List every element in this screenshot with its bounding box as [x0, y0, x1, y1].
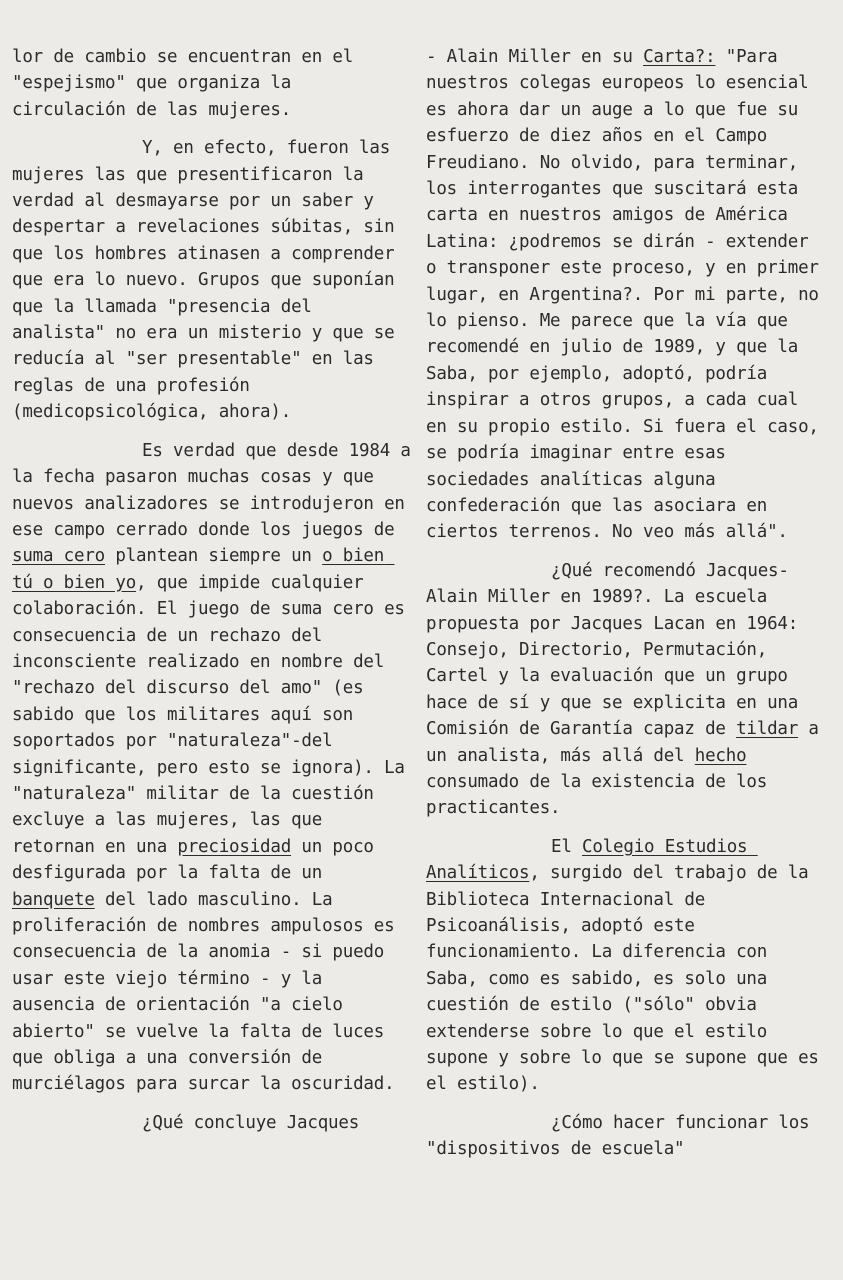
right-paragraph-2: [426, 558, 828, 822]
left-column: [12, 44, 422, 1148]
text-run: plantean siempre un: [105, 546, 323, 567]
underlined-phrase: o bien tú o bien yo: [12, 546, 395, 593]
right-paragraph-3: [426, 834, 828, 1098]
left-paragraph-3: [12, 438, 422, 1098]
underlined-phrase: Colegio Estudios Analíticos: [426, 836, 758, 884]
underlined-phrase: preciosidad: [177, 836, 292, 857]
text-run: El: [551, 836, 583, 857]
left-paragraph-2: Y, en efecto, fueron las mujeres las que presentificaron la verdad al desmayarse por un saber y despertar a revelaciones súbitas, sin que los hombres atinasen a comprender que era lo nuevo. Grupos que suponían que la llamada "presencia del analista" no era un misterio y que se reducía al "ser presentable" en las reglas de una profesión (medicopsicológica, ahora).: [12, 138, 405, 423]
text-run: , que impide cualquier colaboración. El juego de suma cero es consecuencia de un rechazo del inconsciente realizado en nombre del "rechazo del discurso del amo" (es sabido que los militares aquí son soportados por "naturaleza"-del significante, pero esto se ignora). La "naturaleza" militar de la cuestión excluye a las mujeres, las que retornan en una: [12, 572, 416, 857]
underlined-phrase: Carta?:: [643, 47, 716, 67]
text-run: un poco desfigurada por la falta de un: [12, 836, 385, 884]
underlined-phrase: tildar: [736, 719, 799, 740]
text-run: , surgido del trabajo de la Biblioteca Internacional de Psicoanálisis, adoptó este funcionamiento. La diferencia con Saba, como es sabido, es solo una cuestión de estilo ("sólo" obvia extenderse sobre lo que el estilo supone y sobre lo que se supone que es el estilo).: [426, 863, 830, 1095]
right-paragraph-4: ¿Cómo hacer funcionar los "dispositivos de escuela": [426, 1112, 820, 1160]
underlined-phrase: banquete: [12, 889, 95, 910]
right-column: [426, 44, 828, 1175]
text-run: del lado masculino. La proliferación de nombres ampulosos es consecuencia de la anomia - si puedo usar este viejo término - y la ausencia de orientación "a cielo abierto" se vuelve la falta de luces que obliga a una conversión de murciélagos para surcar la oscuridad.: [12, 889, 405, 1095]
text-run: a un analista, más allá del: [426, 719, 830, 766]
underlined-phrase: hecho: [694, 745, 747, 766]
text-run: ¿Qué recomendó Jacques-Alain Miller en 1989?. La escuela propuesta por Jacques Lacan en 1964: Consejo, Directorio, Permutación, Cartel y la evaluación que un grupo hace de sí y que se explicita en una Comisión de Garantía capaz de: [426, 560, 809, 740]
right-paragraph-1: [426, 44, 828, 546]
left-paragraph-4: ¿Qué concluye Jacques: [142, 1112, 360, 1133]
text-run: consumado de la existencia de los practicantes.: [426, 745, 778, 819]
text-run: "Para nuestros colegas europeos lo esencial es ahora dar un auge a lo que fue su esfuerzo de diez años en el Campo Freudiano. No olvido, para terminar, los interrogantes que suscitará esta carta en nuestros amigos de América Latina: ¿podremos se dirán - extender o transponer este proceso, y en primer lugar, en Argentina?. Por mi parte, no lo pienso. Me parece que la vía que recomendé en julio de 1989, y que la Saba, por ejemplo, adoptó, podría inspirar a otros grupos, a cada cual en su propio estilo. Si fuera el caso, se podría imaginar entre esas sociedades analíticas alguna confederación que las asociara en ciertos terrenos. No veo más allá".: [426, 47, 830, 543]
left-paragraph-1: lor de cambio se encuentran en el "espejismo" que organiza la circulación de las mujeres.: [12, 47, 364, 120]
text-run: Es verdad que desde 1984 a la fecha pasaron muchas cosas y que nuevos analizadores se introdujeron en ese campo cerrado donde los juegos de: [12, 440, 422, 540]
underlined-phrase: suma cero: [12, 546, 106, 567]
text-run: - Alain Miller en su: [426, 47, 644, 67]
